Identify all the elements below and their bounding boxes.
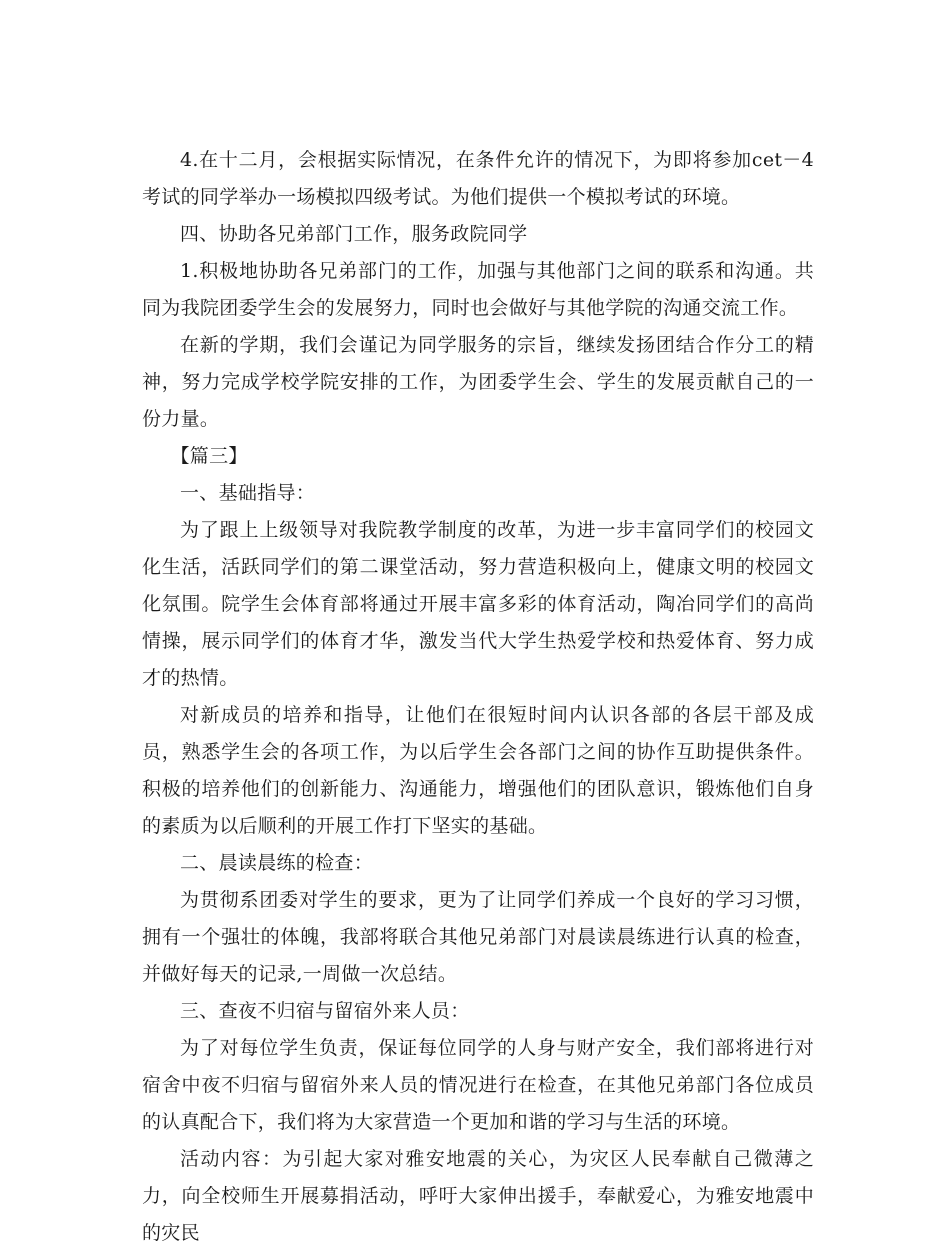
paragraph-cooperation: 1.积极地协助各兄弟部门的工作，加强与其他部门之间的联系和沟通。共同为我院团委学生会的发展努力，同时也会做好与其他学院的沟通交流工作。 (142, 260, 814, 319)
paragraph-cet4-mock-exam: 4.在十二月，会根据实际情况，在条件允许的情况下，为即将参加cet－4考试的同学举办一场模拟四级考试。为他们提供一个模拟考试的环境。 (142, 149, 814, 208)
paragraph-fundraising: 活动内容：为引起大家对雅安地震的关心，为灾区人民奉献自己微薄之力，向全校师生开展募捐活动，呼吁大家伸出援手，奉献爱心，为雅安地震中的灾民 (142, 1148, 814, 1244)
section-title-part-three: 【篇三】 (170, 445, 248, 467)
heading-morning-check: 二、晨读晨练的检查： (180, 852, 374, 874)
paragraph-sports-activities: 为了跟上上级领导对我院教学制度的改革，为进一步丰富同学们的校园文化生活，活跃同学们的第二课堂活动，努力营造积极向上，健康文明的校园文化氛围。院学生会体育部将通过开展丰富多彩的体育活动，陶冶同学们的高尚情操，展示同学们的体育才华，激发当代大学生热爱学校和热爱体育、努力成才的热情。 (142, 519, 814, 689)
heading-night-check: 三、查夜不归宿与留宿外来人员： (180, 1000, 470, 1022)
paragraph-dormitory-safety: 为了对每位学生负责，保证每位同学的人身与财产安全，我们部将进行对宿舍中夜不归宿与留宿外来人员的情况进行在检查，在其他兄弟部门各位成员的认真配合下，我们将为大家营造一个更加和谐的学习与生活的环境。 (142, 1037, 814, 1133)
heading-basic-guidance: 一、基础指导： (180, 482, 316, 504)
document-body (142, 142, 814, 1252)
paragraph-morning-reading: 为贯彻系团委对学生的要求，更为了让同学们养成一个良好的学习习惯，拥有一个强壮的体魄，我部将联合其他兄弟部门对晨读晨练进行认真的检查，并做好每天的记录,一周做一次总结。 (142, 889, 814, 985)
paragraph-new-member-training: 对新成员的培养和指导，让他们在很短时间内认识各部的各层干部及成员，熟悉学生会的各项工作，为以后学生会各部门之间的协作互助提供条件。积极的培养他们的创新能力、沟通能力，增强他们的团队意识，锻炼他们自身的素质为以后顺利的开展工作打下坚实的基础。 (142, 704, 814, 837)
heading-assist-departments: 四、协助各兄弟部门工作，服务政院同学 (180, 223, 528, 245)
paragraph-new-semester: 在新的学期，我们会谨记为同学服务的宗旨，继续发扬团结合作分工的精神，努力完成学校学院安排的工作，为团委学生会、学生的发展贡献自己的一份力量。 (142, 334, 814, 430)
